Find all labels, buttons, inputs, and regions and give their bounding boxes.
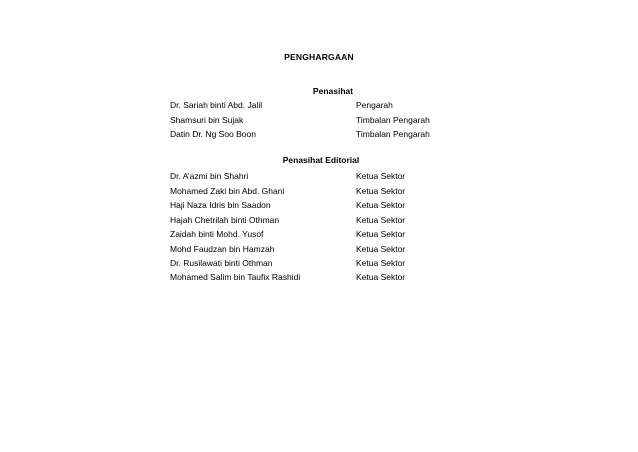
member-role: Timbalan Pengarah	[356, 129, 430, 139]
member-row	[170, 99, 470, 111]
page-title: PENGHARGAAN	[284, 52, 354, 62]
member-row	[170, 114, 470, 126]
member-row	[170, 214, 470, 226]
member-name: Shamsuri bin Sujak	[170, 115, 244, 125]
section-heading-penasihat-editorial: Penasihat Editorial	[282, 155, 360, 165]
member-role: Ketua Sektor	[356, 200, 406, 210]
member-role: Ketua Sektor	[356, 258, 406, 268]
member-row	[170, 257, 470, 269]
member-role: Timbalan Pengarah	[356, 115, 430, 125]
member-name: Mohd Faudzan bin Hamzah	[170, 244, 275, 254]
member-name: Zaidah binti Mohd. Yusof	[170, 229, 264, 239]
member-name: Datin Dr. Ng Soo Boon	[170, 129, 256, 139]
member-name: Dr. A’azmi bin Shahri	[170, 171, 249, 181]
member-name: Dr. Rusilawati binti Othman	[170, 258, 273, 268]
member-row	[170, 170, 470, 182]
member-row	[170, 243, 470, 255]
member-row	[170, 199, 470, 211]
member-row	[170, 228, 470, 240]
member-role: Ketua Sektor	[356, 272, 406, 282]
member-role: Ketua Sektor	[356, 186, 406, 196]
member-role: Ketua Sektor	[356, 229, 406, 239]
member-name: Haji Naza Idris bin Saadon	[170, 200, 271, 210]
member-role: Pengarah	[356, 100, 393, 110]
member-name: Dr. Sariah binti Abd. Jalil	[170, 100, 263, 110]
member-name: Hajah Chetrilah binti Othman	[170, 215, 280, 225]
member-name: Mohamed Zaki bin Abd. Ghani	[170, 186, 285, 196]
member-row	[170, 185, 470, 197]
member-role: Ketua Sektor	[356, 244, 406, 254]
member-role: Ketua Sektor	[356, 171, 406, 181]
section-heading-penasihat: Penasihat	[312, 86, 354, 96]
member-row	[170, 271, 470, 283]
member-name: Mohamed Salim bin Taufix Rashidi	[170, 272, 301, 282]
member-role: Ketua Sektor	[356, 215, 406, 225]
member-row	[170, 128, 470, 140]
